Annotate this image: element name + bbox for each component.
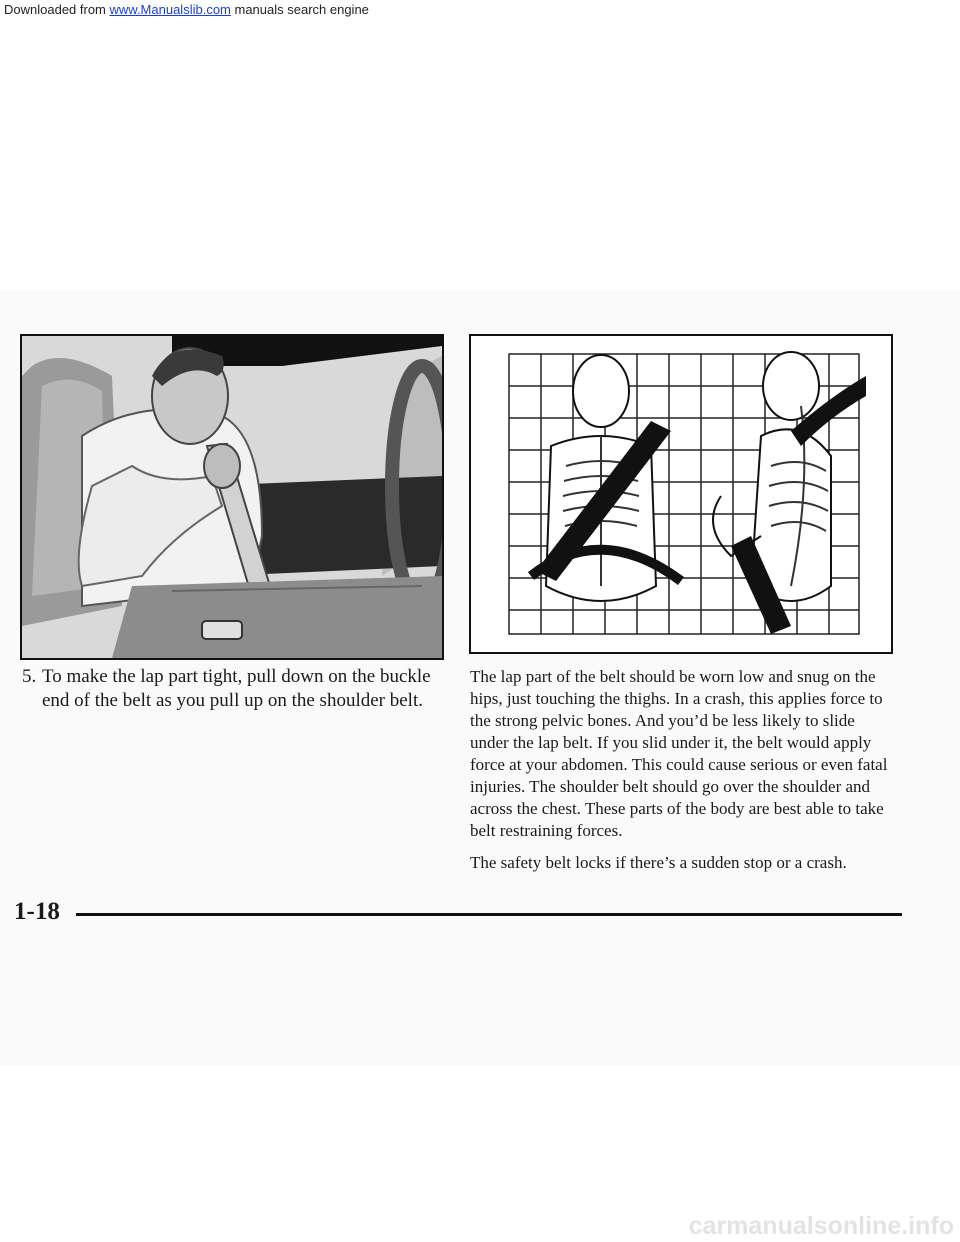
step-text: To make the lap part tight, pull down on the buckle end of the belt as you pull up on the shoulder belt. xyxy=(42,666,431,711)
illustration-man-fastening-belt xyxy=(20,334,444,660)
download-notice: Downloaded from www.Manualslib.com manuals search engine xyxy=(4,2,369,17)
lap-belt-explanation xyxy=(470,666,892,884)
illustration-skeleton-belt-position xyxy=(469,334,893,654)
paragraph-lap-belt: The lap part of the belt should be worn low and snug on the hips, just touching the thighs. In a crash, this applies force to the strong pelvic bones. And you’d be less likely to slide under the lap belt. If you slid under it, the belt would apply force at your abdomen. This could cause serious or even fatal injuries. The shoulder belt should go over the shoulder and across the chest. These parts of the body are best able to take belt restraining forces. xyxy=(470,667,888,840)
step-5-instruction xyxy=(22,665,442,713)
site-watermark: carmanualsonline.info xyxy=(688,1212,954,1240)
page-number: 1-18 xyxy=(14,898,60,925)
footer-rule xyxy=(76,913,902,916)
step-number: 5. xyxy=(22,666,37,687)
page-footer xyxy=(14,898,894,926)
manualslib-link[interactable]: www.Manualslib.com xyxy=(109,2,231,17)
paragraph-belt-locks: The safety belt locks if there’s a sudden stop or a crash. xyxy=(470,853,847,872)
